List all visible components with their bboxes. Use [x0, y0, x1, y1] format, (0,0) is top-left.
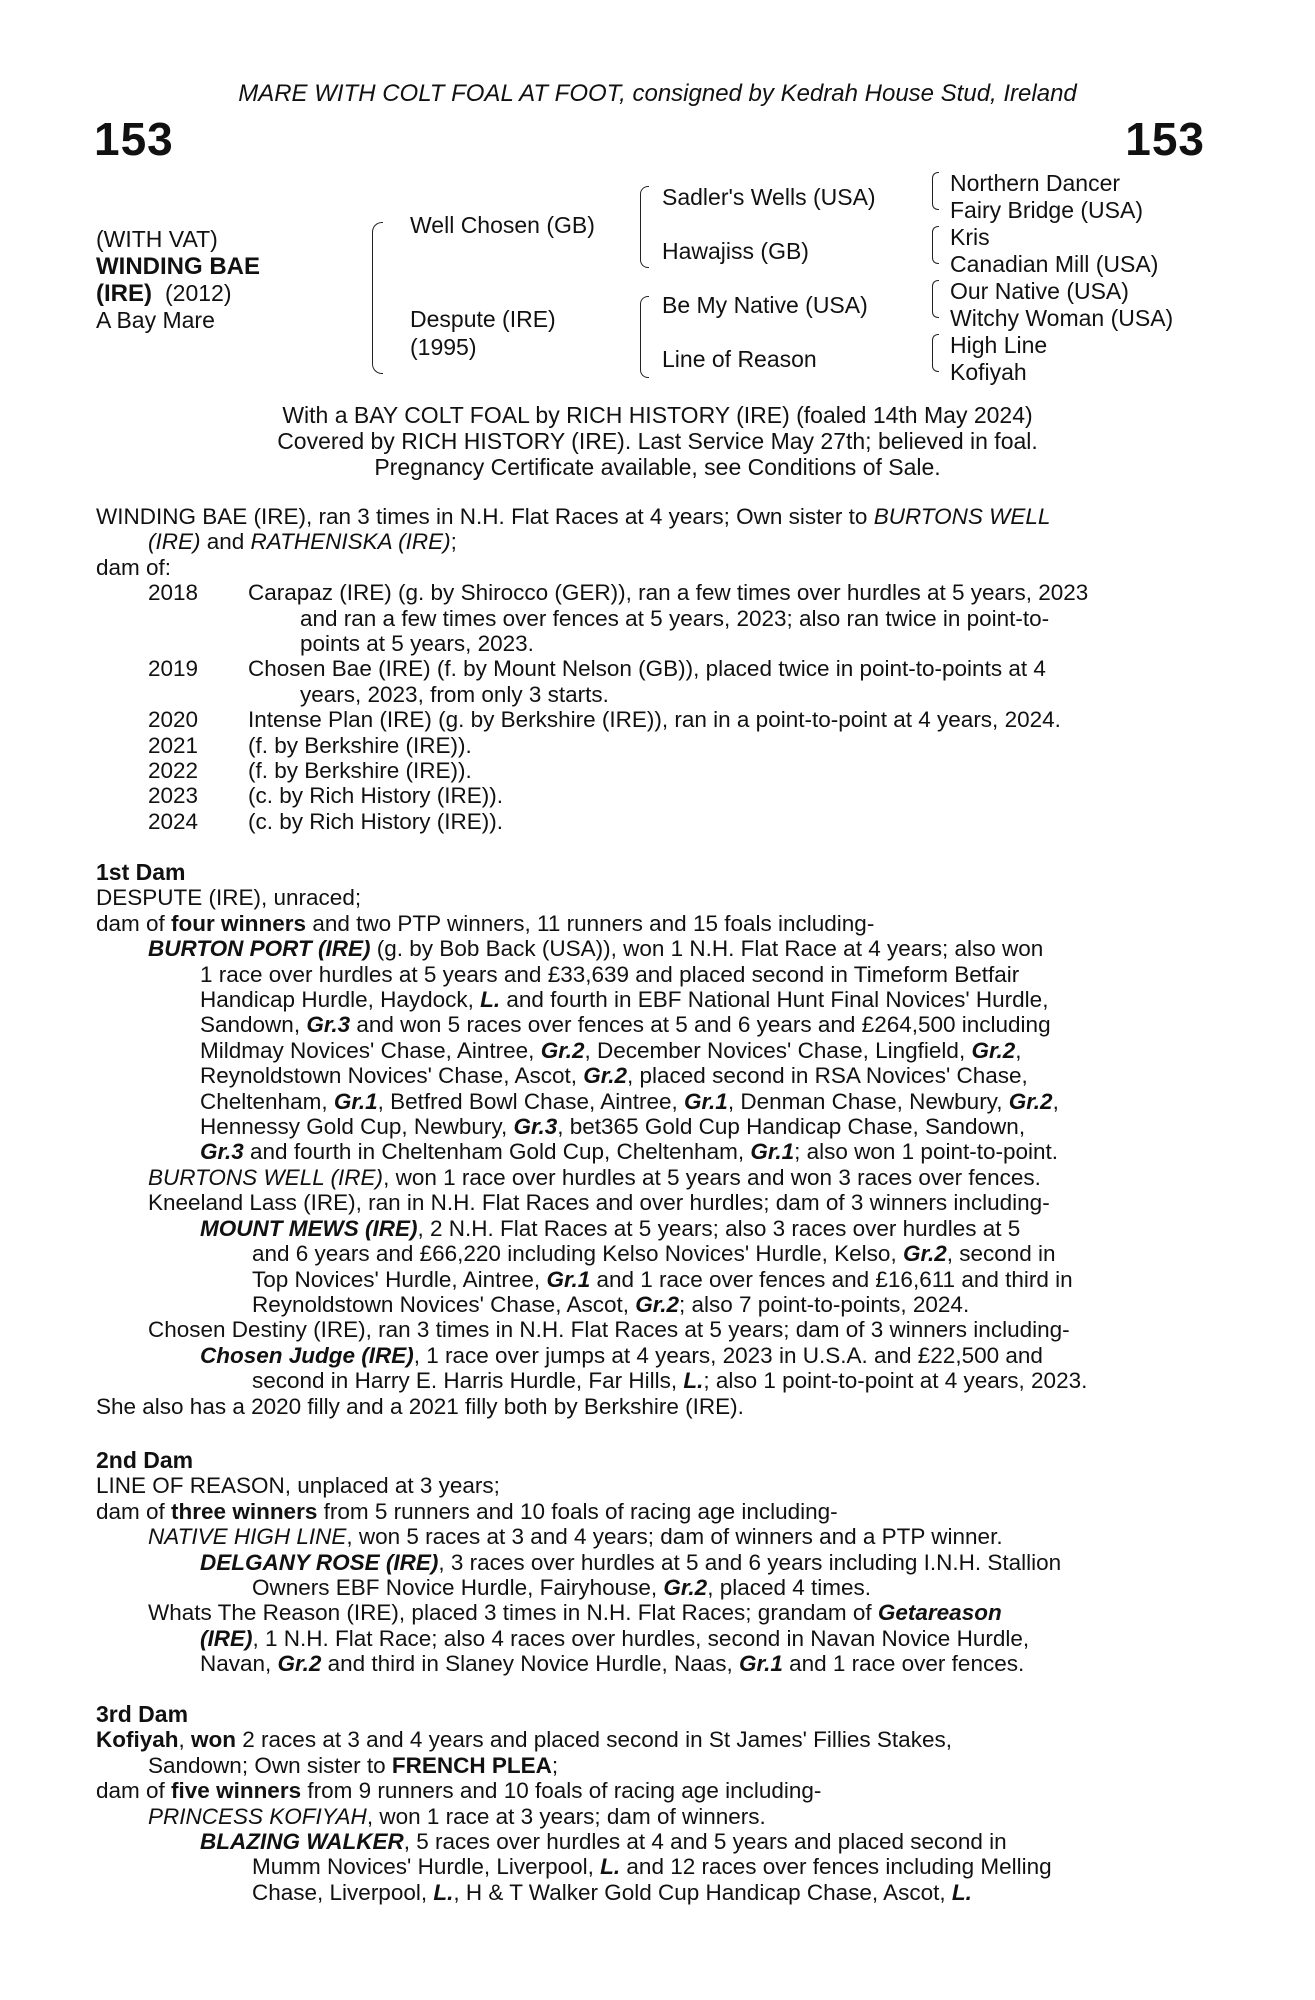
chosen-judge-entry — [96, 1343, 1206, 1394]
text: , H & T Walker Gold Cup Handicap Chase, Ascot, — [453, 1879, 952, 1905]
text: , 2 N.H. Flat Races at 5 years; also 3 races over hurdles at 5 — [417, 1215, 1021, 1241]
race-grade: Gr.2 — [663, 1575, 708, 1601]
princess-kofiyah-entry — [96, 1804, 1206, 1829]
race-grade: Gr.2 — [277, 1651, 322, 1677]
winners-count: five winners — [171, 1778, 302, 1804]
text: from 5 runners and 10 foals of racing age including- — [317, 1498, 838, 1524]
produce-year: 2020 — [148, 707, 199, 733]
pedigree-sire: Well Chosen (GB) — [410, 212, 595, 238]
won-label: won — [191, 1727, 237, 1753]
text: , 1 N.H. Flat Race; also 4 races over hurdles, second in Navan Novice Hurdle, — [252, 1625, 1030, 1651]
race-grade: Gr.2 — [1008, 1088, 1053, 1114]
sibling-name-2: RATHENISKA (IRE) — [250, 529, 451, 555]
vat-note: (WITH VAT) — [96, 226, 218, 252]
produce-row — [96, 758, 1206, 783]
race-grade: L. — [433, 1879, 454, 1905]
text: and fourth in EBF National Hunt Final Novices' Hurdle, — [500, 987, 1049, 1013]
produce-text — [248, 656, 1206, 707]
text: and fourth in Cheltenham Gold Cup, Cheltenham, — [243, 1139, 751, 1165]
text: ; also 7 point-to-points, 2024. — [679, 1291, 970, 1317]
produce-text: (f. by Berkshire (IRE)). — [248, 732, 472, 758]
text: , placed 4 times. — [707, 1575, 872, 1601]
consignment-header: MARE WITH COLT FOAL AT FOOT, consigned by Kedrah House Stud, Ireland — [238, 80, 1077, 107]
text: dam of — [96, 910, 172, 936]
pedigree-sdd: Canadian Mill (USA) — [950, 251, 1159, 277]
text: , 3 races over hurdles at 5 and 6 years including I.N.H. Stallion — [438, 1549, 1062, 1575]
pedigree-ssd: Fairy Bridge (USA) — [950, 197, 1143, 223]
produce-year: 2023 — [148, 783, 199, 809]
text: ; also 1 point-to-point at 4 years, 2023. — [703, 1368, 1088, 1394]
third-dam-line-1 — [96, 1727, 1206, 1752]
produce-text: (f. by Berkshire (IRE)). — [248, 758, 472, 784]
text: , placed second in RSA Novices' Chase, — [627, 1063, 1028, 1089]
text: , won 5 races at 3 and 4 years; dam of winners and a PTP winner. — [346, 1524, 1003, 1550]
text: , — [1052, 1088, 1059, 1114]
race-grade: L. — [683, 1368, 704, 1394]
race-grade: L. — [600, 1854, 621, 1880]
horse-name-mm: MOUNT MEWS (IRE) — [200, 1215, 418, 1241]
horse-name-bw: BURTONS WELL (IRE) — [148, 1164, 384, 1190]
text: , second in — [946, 1241, 1056, 1267]
race-grade: L. — [480, 987, 501, 1013]
foal-note-2: Covered by RICH HISTORY (IRE). Last Service May 27th; believed in foal. — [277, 428, 1038, 454]
mount-mews-entry — [96, 1216, 1206, 1318]
horse-description: A Bay Mare — [96, 307, 215, 333]
horse-suffix: (IRE) — [200, 1625, 253, 1651]
produce-row — [96, 580, 1206, 656]
pedigree-brace-dd — [932, 334, 939, 372]
text: and 12 races over fences including Melling — [620, 1854, 1052, 1880]
text: and 1 race over fences and £16,611 and third in — [590, 1266, 1073, 1292]
pedigree-dsd: Witchy Woman (USA) — [950, 305, 1174, 331]
second-dam-line: LINE OF REASON, unplaced at 3 years; — [96, 1473, 500, 1499]
race-grade: Gr.3 — [513, 1114, 558, 1140]
intro-line-1 — [96, 504, 1206, 529]
pedigree-dds: High Line — [950, 332, 1048, 358]
horse-year: (2012) — [165, 280, 232, 306]
text: , Denman Chase, Newbury, — [727, 1088, 1009, 1114]
produce-text: (c. by Rich History (IRE)). — [248, 783, 504, 809]
blazing-walker-entry — [96, 1829, 1206, 1905]
horse-name-bz: BLAZING WALKER — [200, 1829, 404, 1855]
text: , December Novices' Chase, Lingfield, — [584, 1037, 972, 1063]
text: Reynoldstown Novices' Chase, Ascot, — [252, 1291, 636, 1317]
produce-line: years, 2023, from only 3 starts. — [300, 681, 609, 707]
text: dam of — [96, 1498, 172, 1524]
pedigree-dam-dam: Line of Reason — [662, 346, 817, 372]
pedigree-brace-ss — [932, 172, 939, 210]
produce-line: and ran a few times over fences at 5 years, 2023; also ran twice in point-to- — [300, 605, 1050, 631]
text: Mumm Novices' Hurdle, Liverpool, — [252, 1854, 601, 1880]
delgany-rose-entry — [96, 1550, 1206, 1601]
produce-row — [96, 809, 1206, 834]
pedigree-dam-year: (1995) — [410, 334, 477, 360]
dam-name: Kofiyah — [96, 1727, 179, 1753]
lot-number-right: 153 — [1125, 113, 1205, 165]
text: (g. by Bob Back (USA)), won 1 N.H. Flat Race at 4 years; also won — [370, 936, 1044, 962]
intro-and: and — [200, 529, 251, 555]
produce-line: Carapaz (IRE) (g. by Shirocco (GER)), ran a few times over hurdles at 5 years, 2023 — [248, 580, 1089, 606]
race-grade: Gr.1 — [684, 1088, 728, 1114]
text: ; — [551, 1752, 559, 1778]
produce-text: (c. by Rich History (IRE)). — [248, 808, 504, 834]
sibling-name: FRENCH PLEA — [391, 1752, 552, 1778]
text: , — [178, 1727, 192, 1753]
first-dam-also-note: She also has a 2020 filly and a 2021 filly both by Berkshire (IRE). — [96, 1393, 744, 1419]
produce-year: 2019 — [148, 656, 199, 682]
pedigree-ddd: Kofiyah — [950, 359, 1027, 385]
text: Cheltenham, — [200, 1088, 334, 1114]
produce-year: 2018 — [148, 580, 199, 606]
whats-the-reason-entry — [96, 1600, 1206, 1676]
second-dam-heading: 2nd Dam — [96, 1447, 194, 1473]
text: Top Novices' Hurdle, Aintree, — [252, 1266, 547, 1292]
winners-count: four winners — [171, 910, 307, 936]
text: and 6 years and £66,220 including Kelso Novices' Hurdle, Kelso, — [252, 1241, 903, 1267]
pedigree-sds: Kris — [950, 224, 990, 250]
text: , won 1 race over hurdles at 5 years and won 3 races over fences. — [383, 1164, 1041, 1190]
text: , bet365 Gold Cup Handicap Chase, Sandown, — [557, 1114, 1026, 1140]
native-high-line-entry — [96, 1524, 1206, 1549]
first-dam-heading: 1st Dam — [96, 859, 186, 885]
sibling-name: BURTONS WELL — [873, 504, 1051, 529]
text: dam of — [96, 1778, 172, 1804]
race-grade: Gr.1 — [750, 1139, 795, 1165]
intro-semicolon: ; — [450, 529, 457, 555]
race-grade: Gr.3 — [200, 1139, 244, 1165]
race-grade: Gr.1 — [739, 1651, 783, 1677]
text: Whats The Reason (IRE), placed 3 times in N.H. Flat Races; grandam of — [148, 1600, 878, 1626]
burtons-well-entry — [96, 1165, 1206, 1190]
text: 1 race over hurdles at 5 years and £33,639 and placed second in Timeform Betfair — [200, 961, 1020, 987]
text: from 9 runners and 10 foals of racing age including- — [301, 1778, 822, 1804]
text: , won 1 race at 3 years; dam of winners. — [366, 1803, 766, 1829]
text: , — [1015, 1037, 1022, 1063]
pedigree-sire-dam: Hawajiss (GB) — [662, 238, 809, 264]
third-dam-line-2 — [96, 1753, 1206, 1778]
text: and two PTP winners, 11 runners and 15 foals including- — [306, 910, 875, 936]
pedigree-brace-ds — [932, 280, 939, 318]
second-dam-section — [96, 1448, 1206, 1677]
race-grade: Gr.2 — [540, 1037, 585, 1063]
text: and won 5 races over fences at 5 and 6 years and £264,500 including — [350, 1012, 1051, 1038]
text: ; also won 1 point-to-point. — [794, 1139, 1059, 1165]
first-dam-produce-summary — [96, 911, 1206, 936]
pedigree-sss: Northern Dancer — [950, 170, 1121, 196]
text: Mildmay Novices' Chase, Aintree, — [200, 1037, 541, 1063]
third-dam-produce-summary — [96, 1778, 1206, 1803]
text: Sandown; Own sister to — [148, 1752, 392, 1778]
first-dam-line: DESPUTE (IRE), unraced; — [96, 885, 362, 911]
pedigree-sire-sire: Sadler's Wells (USA) — [662, 184, 876, 210]
pedigree-dam-sire: Be My Native (USA) — [662, 292, 868, 318]
produce-section — [96, 504, 1206, 834]
text: and 1 race over fences. — [782, 1651, 1025, 1677]
produce-year: 2021 — [148, 732, 199, 758]
race-grade: Gr.2 — [635, 1291, 680, 1317]
race-grade: Gr.1 — [333, 1088, 378, 1114]
horse-name-nhl: NATIVE HIGH LINE — [148, 1524, 347, 1550]
race-grade: Gr.3 — [306, 1012, 351, 1038]
kneeland-lass-entry: Kneeland Lass (IRE), ran in N.H. Flat Races and over hurdles; dam of 3 winners including- — [148, 1190, 1050, 1216]
pedigree-brace-main — [372, 222, 383, 374]
horse-name-pk: PRINCESS KOFIYAH — [148, 1803, 367, 1829]
first-dam-section — [96, 860, 1206, 1419]
text: Chase, Liverpool, — [252, 1879, 434, 1905]
sibling-suffix: (IRE) — [148, 529, 201, 555]
text: Owners EBF Novice Hurdle, Fairyhouse, — [252, 1575, 664, 1601]
dam-of-label: dam of: — [96, 554, 172, 580]
text: , 1 race over jumps at 4 years, 2023 in U.S.A. and £22,500 and — [413, 1342, 1043, 1368]
winners-count: three winners — [171, 1498, 318, 1524]
text: and third in Slaney Novice Hurdle, Naas, — [321, 1651, 740, 1677]
race-grade: Gr.2 — [971, 1037, 1016, 1063]
lot-number-left: 153 — [94, 113, 174, 165]
produce-text — [248, 580, 1206, 656]
race-grade: Gr.1 — [546, 1266, 591, 1292]
text: , Betfred Bowl Chase, Aintree, — [377, 1088, 685, 1114]
produce-line: Chosen Bae (IRE) (f. by Mount Nelson (GB)), placed twice in point-to-points at 4 — [248, 656, 1046, 682]
produce-row — [96, 733, 1206, 758]
burton-port-entry — [96, 936, 1206, 1165]
second-dam-produce-summary — [96, 1499, 1206, 1524]
foal-note-1: With a BAY COLT FOAL by RICH HISTORY (IRE) (foaled 14th May 2024) — [282, 402, 1033, 428]
third-dam-heading: 3rd Dam — [96, 1701, 189, 1727]
produce-row — [96, 656, 1206, 707]
produce-text: Intense Plan (IRE) (g. by Berkshire (IRE)), ran in a point-to-point at 4 years, 2024. — [248, 707, 1061, 733]
text: , 5 races over hurdles at 4 and 5 years and placed second in — [403, 1829, 1007, 1855]
race-grade: Gr.2 — [583, 1063, 628, 1089]
chosen-destiny-entry: Chosen Destiny (IRE), ran 3 times in N.H. Flat Races at 5 years; dam of 3 winners including- — [148, 1317, 1070, 1343]
race-grade: L. — [951, 1879, 972, 1905]
text: Reynoldstown Novices' Chase, Ascot, — [200, 1063, 584, 1089]
horse-name-cj: Chosen Judge (IRE) — [200, 1342, 414, 1368]
text: 2 races at 3 and 4 years and placed second in St James' Fillies Stakes, — [236, 1727, 952, 1753]
third-dam-section — [96, 1702, 1206, 1905]
pedigree-brace-sd — [932, 226, 939, 264]
horse-name-dr: DELGANY ROSE (IRE) — [200, 1549, 439, 1575]
text: Navan, — [200, 1651, 278, 1677]
text: Handicap Hurdle, Haydock, — [200, 987, 481, 1013]
produce-line: points at 5 years, 2023. — [300, 631, 534, 657]
horse-name-getareason: Getareason — [877, 1600, 1002, 1626]
produce-year: 2022 — [148, 758, 199, 784]
pedigree-dam: Despute (IRE) — [410, 306, 556, 332]
intro-line-2 — [96, 529, 1206, 554]
pedigree-brace-sire — [640, 186, 649, 268]
text: Sandown, — [200, 1012, 307, 1038]
race-grade: Gr.2 — [902, 1241, 947, 1267]
horse-name-text: WINDING BAE (IRE) — [96, 253, 260, 307]
text: second in Harry E. Harris Hurdle, Far Hills, — [252, 1368, 684, 1394]
foal-note-3: Pregnancy Certificate available, see Conditions of Sale. — [374, 454, 941, 480]
horse-name-bp: BURTON PORT (IRE) — [148, 936, 371, 962]
produce-row — [96, 707, 1206, 732]
produce-year: 2024 — [148, 808, 199, 834]
pedigree-dss: Our Native (USA) — [950, 278, 1129, 304]
intro-text: WINDING BAE (IRE), ran 3 times in N.H. Flat Races at 4 years; Own sister to — [96, 504, 874, 529]
produce-row — [96, 783, 1206, 808]
text: Hennessy Gold Cup, Newbury, — [200, 1114, 514, 1140]
pedigree-brace-dam — [640, 296, 649, 378]
